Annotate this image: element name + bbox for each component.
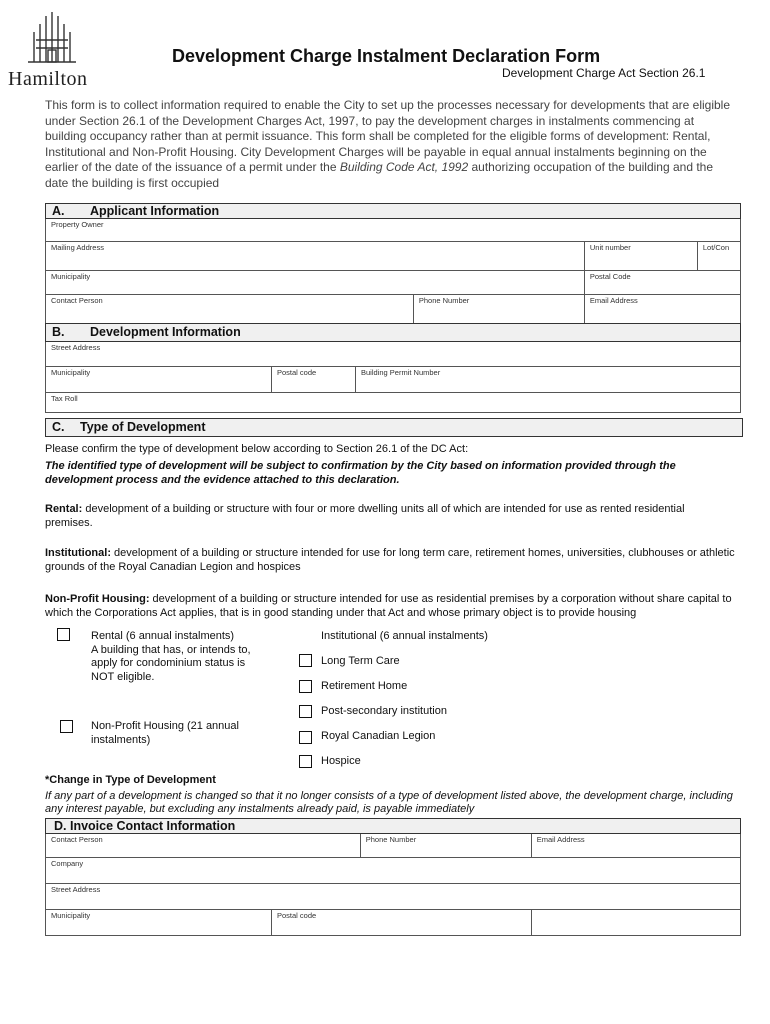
dev-municipality-field[interactable]: Municipality [46, 367, 272, 393]
postal-code-field[interactable]: Postal Code [584, 271, 740, 295]
intro-italic: Building Code Act, 1992 [339, 160, 469, 174]
hospice-option: Hospice [321, 755, 361, 767]
section-d-header: D. Invoice Contact Information [46, 819, 741, 834]
rental-definition: Rental: development of a building or structure with four or more dwelling units all of which are intended for use as rented residential premises. [45, 503, 685, 529]
city-hall-icon [6, 10, 98, 68]
section-a-table [45, 203, 741, 324]
section-a-header: A. Applicant Information [46, 204, 741, 219]
section-b-header: B. Development Information [46, 324, 741, 342]
form-title: Development Charge Instalment Declaration Form [172, 46, 601, 66]
confirm-text: Please confirm the type of development below according to Section 26.1 of the DC Act: [45, 443, 469, 455]
notice-text: The identified type of development will be subject to confirmation by the City based on information provided through the development process and the evidence attached to this declaration. [45, 460, 676, 486]
email-address-field[interactable]: Email Address [584, 295, 740, 324]
form-subtitle: Development Charge Act Section 26.1 [502, 66, 706, 80]
long-term-care-option: Long Term Care [321, 655, 400, 667]
section-b-table [45, 323, 741, 413]
hospice-checkbox[interactable] [299, 755, 312, 768]
royal-canadian-legion-checkbox[interactable] [299, 731, 312, 744]
section-d-table [45, 818, 741, 936]
lot-con-field[interactable]: Lot/Con [697, 242, 740, 271]
change-title: *Change in Type of Development [45, 774, 216, 786]
long-term-care-checkbox[interactable] [299, 654, 312, 667]
street-address-field[interactable]: Street Address [46, 342, 741, 367]
invoice-contact-person-field[interactable]: Contact Person [46, 834, 361, 858]
unit-number-field[interactable]: Unit number [584, 242, 697, 271]
change-text: If any part of a development is changed so that it no longer consists of a type of development listed above, the development charge, including any interest payable, but excluding any instalments already paid, is payable immediately [45, 790, 733, 815]
institutional-heading: Institutional (6 annual instalments) [321, 630, 488, 642]
invoice-street-address-field[interactable]: Street Address [46, 884, 741, 910]
invoice-company-field[interactable]: Company [46, 858, 741, 884]
mailing-address-field[interactable]: Mailing Address [46, 242, 585, 271]
invoice-municipality-field[interactable]: Municipality [46, 910, 272, 936]
non-profit-definition: Non-Profit Housing: development of a building or structure intended for use as residential premises by a corporation without share capital to which the Corporations Act applies, that is in good standing under that Act and whose primary object is to provide housing [45, 593, 732, 619]
post-secondary-checkbox[interactable] [299, 705, 312, 718]
non-profit-option: Non-Profit Housing (21 annual instalments) [91, 720, 239, 746]
hamilton-logo [6, 10, 98, 92]
permit-number-field[interactable]: Building Permit Number [356, 367, 741, 393]
municipality-field[interactable]: Municipality [46, 271, 585, 295]
tax-roll-field[interactable]: Tax Roll [46, 393, 741, 413]
retirement-home-checkbox[interactable] [299, 680, 312, 693]
section-c-header: C. Type of Development [45, 418, 743, 437]
non-profit-checkbox[interactable] [60, 720, 73, 733]
royal-canadian-legion-option: Royal Canadian Legion [321, 730, 436, 742]
rental-option: Rental (6 annual instalments) A building that has, or intends to, apply for condominium status is NOT eligible. [91, 630, 251, 683]
dev-postal-code-field[interactable]: Postal code [272, 367, 356, 393]
invoice-phone-number-field[interactable]: Phone Number [360, 834, 531, 858]
rental-checkbox[interactable] [57, 628, 70, 641]
logo-wordmark: Hamilton [8, 68, 88, 90]
retirement-home-option: Retirement Home [321, 680, 408, 692]
intro-paragraph: This form is to collect information required to enable the City to set up the processes necessary for developments that are eligible under Section 26.1 of the Development Charges Act, 1997, to pay the development charges in instalments commencing at building occupancy rather than at permit issuance. This form shall be completed for the eligible forms of development: Rental, Institutional and Non-Profit Housing. City Development Charges will be payable in equal annual instalments beginning on the earlier of the date of the issuance of a permit under the Building Code Act, 1992 authorizing occupation of the building and the date the building is first occupied [45, 98, 731, 190]
invoice-extra-field[interactable] [531, 910, 740, 936]
property-owner-field[interactable]: Property Owner [46, 219, 741, 242]
institutional-definition: Institutional: development of a building or structure intended for use for long term care, retirement homes, universities, clubhouses or athletic grounds of the Royal Canadian Legion and hospices [45, 547, 735, 573]
post-secondary-option: Post-secondary institution [321, 705, 447, 717]
phone-number-field[interactable]: Phone Number [413, 295, 584, 324]
invoice-email-address-field[interactable]: Email Address [531, 834, 740, 858]
invoice-postal-code-field[interactable]: Postal code [272, 910, 532, 936]
contact-person-field[interactable]: Contact Person [46, 295, 414, 324]
